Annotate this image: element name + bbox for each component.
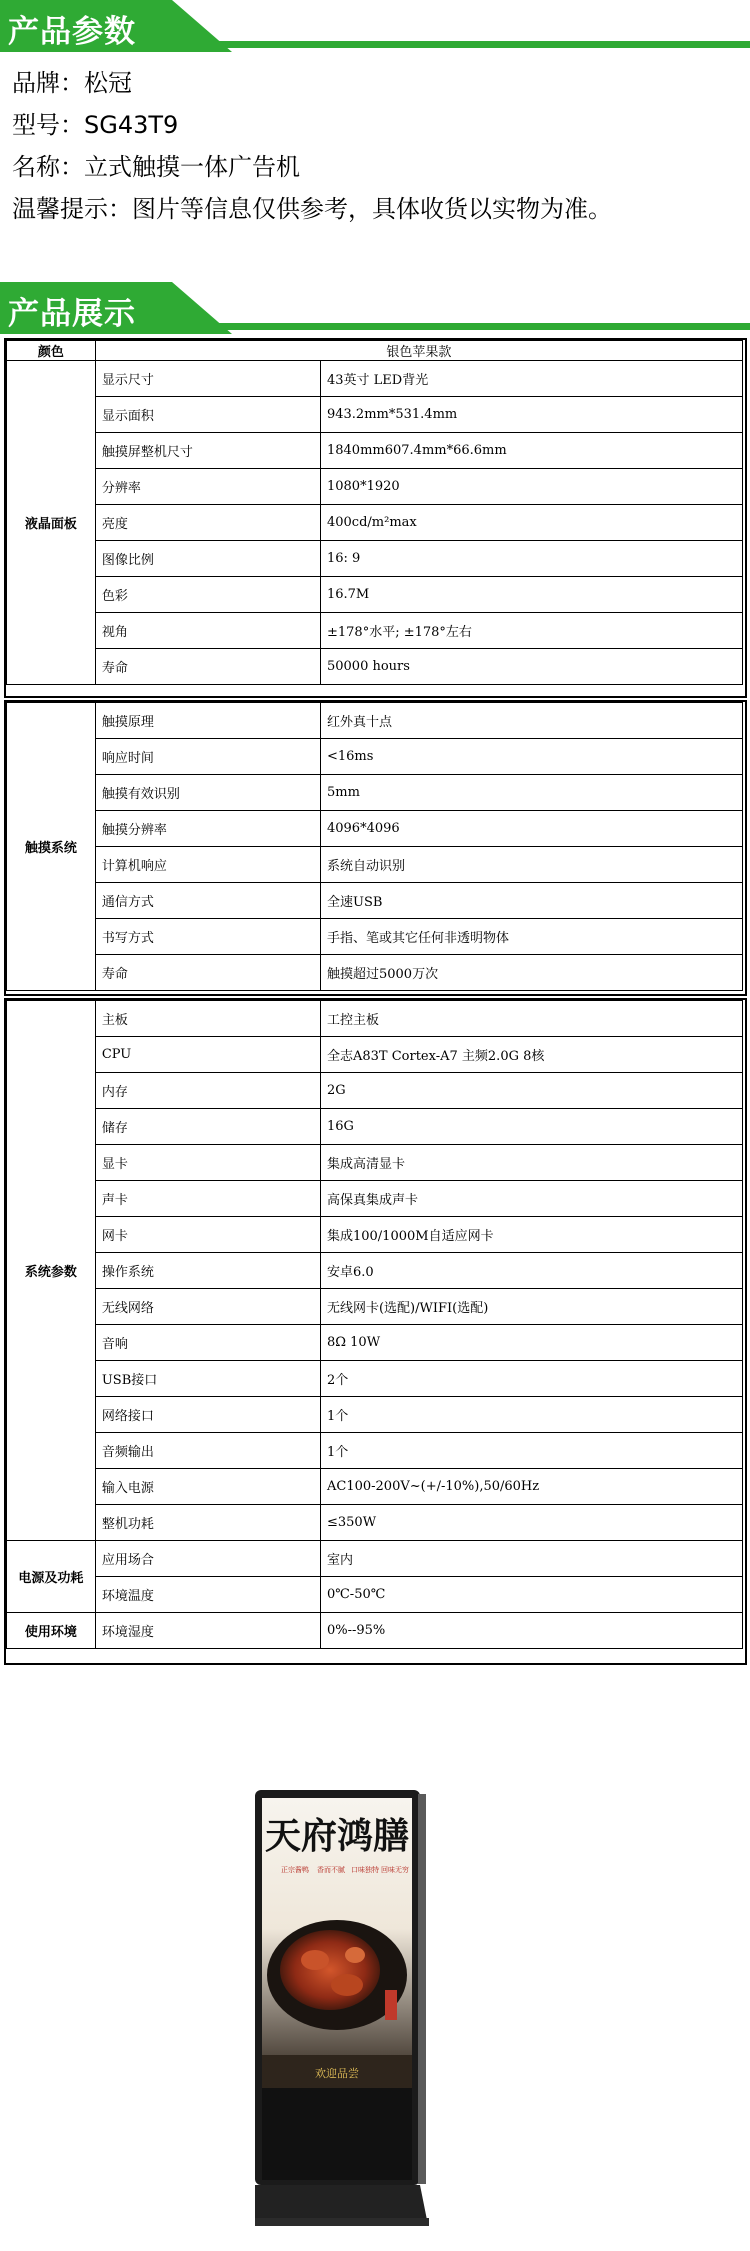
- table-row: [7, 1361, 743, 1397]
- spec-name: 书写方式: [95, 919, 320, 955]
- table-row: [7, 1001, 743, 1037]
- table-row: [7, 1505, 743, 1541]
- spec-name: USB接口: [95, 1361, 320, 1397]
- food-dish: [280, 1930, 380, 2010]
- table-row: [7, 649, 743, 685]
- table-row: [7, 341, 743, 361]
- kiosk-product-image: [255, 1790, 430, 2230]
- category-cell: 触摸系统: [7, 703, 96, 991]
- spec-name: 显示尺寸: [95, 361, 320, 397]
- spec-name: 触摸原理: [95, 703, 320, 739]
- spec-name: 音频输出: [95, 1433, 320, 1469]
- spec-value: 50000 hours: [320, 649, 742, 685]
- spec-name: 分辨率: [95, 469, 320, 505]
- spec-value: 工控主板: [320, 1001, 742, 1037]
- spec-value: 红外真十点: [320, 703, 742, 739]
- spec-name: 显示面积: [95, 397, 320, 433]
- table-row: [7, 1253, 743, 1289]
- color-label: 颜色: [7, 341, 96, 361]
- spec-value: 16G: [320, 1109, 742, 1145]
- section-title: 产品展示: [8, 296, 136, 332]
- spec-value: 系统自动识别: [320, 847, 742, 883]
- screen-footer: 欢迎品尝: [315, 2067, 359, 2080]
- kiosk-side: [418, 1794, 426, 2184]
- table-row: [7, 811, 743, 847]
- spec-value: 全志A83T Cortex-A7 主频2.0G 8核: [320, 1037, 742, 1073]
- table-row: [7, 613, 743, 649]
- spec-value: 集成高清显卡: [320, 1145, 742, 1181]
- section-banner-display: [0, 282, 750, 334]
- spec-name: 计算机响应: [95, 847, 320, 883]
- spec-name: 整机功耗: [95, 1505, 320, 1541]
- spec-value: 943.2mm*531.4mm: [320, 397, 742, 433]
- spec-name: 视角: [95, 613, 320, 649]
- category-cell: 液晶面板: [7, 361, 96, 685]
- spec-value: 0℃-50℃: [320, 1577, 742, 1613]
- table-row: [7, 847, 743, 883]
- screen-subtitle: 正宗酱鸭: [281, 1866, 309, 1874]
- table-row: [7, 703, 743, 739]
- spec-value: 4096*4096: [320, 811, 742, 847]
- spec-value: 全速USB: [320, 883, 742, 919]
- spec-value: 1840mm607.4mm*66.6mm: [320, 433, 742, 469]
- spec-name: 操作系统: [95, 1253, 320, 1289]
- spec-value: 1个: [320, 1397, 742, 1433]
- category-cell: 电源及功耗: [7, 1541, 96, 1613]
- screen-seal: [385, 1990, 397, 2020]
- screen-subtitle: 香而不腻: [317, 1866, 345, 1874]
- table-row: [7, 1541, 743, 1577]
- spec-value: 16: 9: [320, 541, 742, 577]
- food-piece: [345, 1947, 365, 1963]
- spec-value: 触摸超过5000万次: [320, 955, 742, 991]
- table-row: [7, 577, 743, 613]
- spec-name: 网络接口: [95, 1397, 320, 1433]
- spec-name: 网卡: [95, 1217, 320, 1253]
- table-row: [7, 1469, 743, 1505]
- spec-value: 安卓6.0: [320, 1253, 742, 1289]
- table-row: [7, 1397, 743, 1433]
- table-row: [7, 1073, 743, 1109]
- spec-value: 1080*1920: [320, 469, 742, 505]
- spec-value: 5mm: [320, 775, 742, 811]
- table-row: [7, 361, 743, 397]
- info-notice: 温馨提示：图片等信息仅供参考，具体收货以实物为准。: [12, 195, 612, 223]
- spec-name: 无线网络: [95, 1289, 320, 1325]
- section-title: 产品参数: [8, 14, 136, 50]
- spec-value: 无线网卡(选配)/WIFI(选配): [320, 1289, 742, 1325]
- info-model: 型号：SG43T9: [12, 111, 179, 139]
- screen-subtitle: 回味无穷: [381, 1866, 409, 1874]
- color-value: 银色苹果款: [95, 341, 742, 361]
- table-row: [7, 433, 743, 469]
- food-piece: [301, 1950, 329, 1970]
- spec-value: 2G: [320, 1073, 742, 1109]
- table-row: [7, 1145, 743, 1181]
- spec-value: 8Ω 10W: [320, 1325, 742, 1361]
- kiosk-stand: [255, 2185, 427, 2220]
- table-row: [7, 1217, 743, 1253]
- table-row: [7, 1613, 743, 1649]
- table-row: [7, 469, 743, 505]
- table-row: [7, 1109, 743, 1145]
- spec-value: 高保真集成声卡: [320, 1181, 742, 1217]
- spec-name: 触摸屏整机尺寸: [95, 433, 320, 469]
- table-row: [7, 955, 743, 991]
- table-row: [7, 775, 743, 811]
- spec-value: 集成100/1000M自适应网卡: [320, 1217, 742, 1253]
- spec-value: 手指、笔或其它任何非透明物体: [320, 919, 742, 955]
- spec-value: 2个: [320, 1361, 742, 1397]
- spec-table-system: [6, 1000, 743, 1649]
- spec-value: AC100-200V~(+/-10%),50/60Hz: [320, 1469, 742, 1505]
- table-row: [7, 739, 743, 775]
- info-brand: 品牌：松冠: [12, 69, 132, 97]
- spec-name: 声卡: [95, 1181, 320, 1217]
- kiosk-lower-panel: [262, 2088, 412, 2180]
- spec-name: 储存: [95, 1109, 320, 1145]
- spec-table-touch: [6, 702, 743, 991]
- food-piece: [331, 1974, 363, 1996]
- spec-name: 寿命: [95, 649, 320, 685]
- spec-name: 触摸分辨率: [95, 811, 320, 847]
- spec-name: 主板: [95, 1001, 320, 1037]
- spec-value: ±178°水平; ±178°左右: [320, 613, 742, 649]
- spec-value: <16ms: [320, 739, 742, 775]
- spec-value: 16.7M: [320, 577, 742, 613]
- spec-name: 音响: [95, 1325, 320, 1361]
- spec-name: 内存: [95, 1073, 320, 1109]
- table-row: [7, 1289, 743, 1325]
- table-row: [7, 397, 743, 433]
- spec-table-lcd: [6, 340, 743, 685]
- spec-value: ≤350W: [320, 1505, 742, 1541]
- product-info: [12, 62, 612, 230]
- spec-name: 寿命: [95, 955, 320, 991]
- spec-name: 显卡: [95, 1145, 320, 1181]
- spec-name: 亮度: [95, 505, 320, 541]
- info-name: 名称：立式触摸一体广告机: [12, 153, 300, 181]
- table-row: [7, 919, 743, 955]
- kiosk-base: [255, 2218, 429, 2226]
- spec-name: 响应时间: [95, 739, 320, 775]
- screen-title: 天府鸿膳: [264, 1815, 410, 1857]
- table-row: [7, 1325, 743, 1361]
- spec-name: 色彩: [95, 577, 320, 613]
- table-row: [7, 505, 743, 541]
- spec-name: 环境温度: [95, 1577, 320, 1613]
- table-row: [7, 541, 743, 577]
- spec-name: 触摸有效识别: [95, 775, 320, 811]
- section-banner-parameters: [0, 0, 750, 52]
- table-row: [7, 1433, 743, 1469]
- spec-name: 应用场合: [95, 1541, 320, 1577]
- spec-name: 输入电源: [95, 1469, 320, 1505]
- table-row: [7, 1037, 743, 1073]
- spec-value: 0%--95%: [320, 1613, 742, 1649]
- spec-name: 图像比例: [95, 541, 320, 577]
- spec-name: CPU: [95, 1037, 320, 1073]
- table-row: [7, 1577, 743, 1613]
- spec-value: 400cd/m²max: [320, 505, 742, 541]
- spec-value: 室内: [320, 1541, 742, 1577]
- spec-name: 环境湿度: [95, 1613, 320, 1649]
- spec-value: 1个: [320, 1433, 742, 1469]
- spec-name: 通信方式: [95, 883, 320, 919]
- table-row: [7, 1181, 743, 1217]
- screen-subtitle: 口味独特: [351, 1866, 379, 1874]
- table-row: [7, 883, 743, 919]
- category-cell: 使用环境: [7, 1613, 96, 1649]
- category-cell: 系统参数: [7, 1001, 96, 1541]
- spec-value: 43英寸 LED背光: [320, 361, 742, 397]
